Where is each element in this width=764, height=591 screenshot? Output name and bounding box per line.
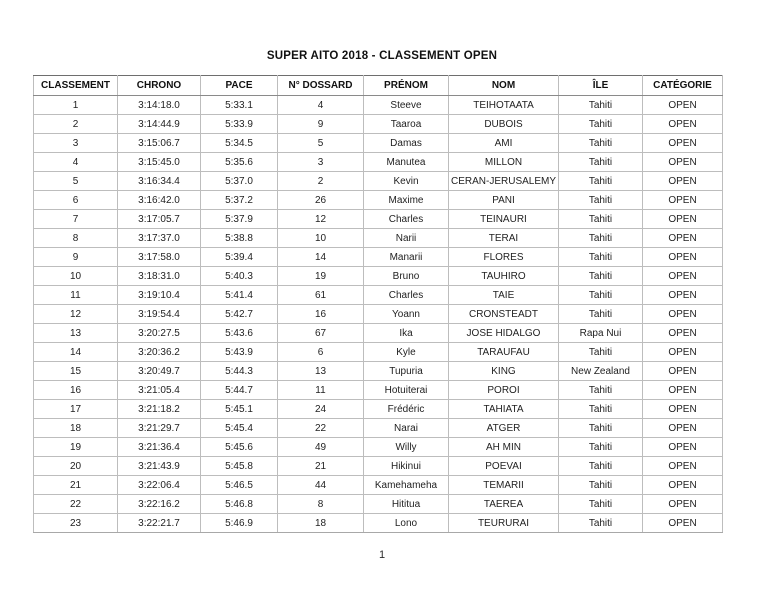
cell-ile: Tahiti (559, 210, 643, 229)
cell-chrono: 3:14:44.9 (118, 115, 201, 134)
cell-pace: 5:45.4 (201, 419, 278, 438)
cell-classement: 11 (34, 286, 118, 305)
cell-prenom: Taaroa (364, 115, 449, 134)
cell-categorie: OPEN (643, 400, 723, 419)
cell-nom: TEURURAI (449, 514, 559, 533)
cell-chrono: 3:17:05.7 (118, 210, 201, 229)
table-row (34, 324, 723, 343)
table-row (34, 419, 723, 438)
cell-ile: Tahiti (559, 248, 643, 267)
cell-dossard: 12 (278, 210, 364, 229)
cell-prenom: Ika (364, 324, 449, 343)
cell-classement: 13 (34, 324, 118, 343)
cell-prenom: Kyle (364, 343, 449, 362)
cell-nom: TEMARII (449, 476, 559, 495)
column-header-categorie: CATÉGORIE (643, 76, 723, 96)
cell-pace: 5:34.5 (201, 134, 278, 153)
cell-dossard: 13 (278, 362, 364, 381)
cell-pace: 5:44.3 (201, 362, 278, 381)
cell-pace: 5:43.6 (201, 324, 278, 343)
cell-classement: 9 (34, 248, 118, 267)
cell-pace: 5:45.8 (201, 457, 278, 476)
cell-nom: CERAN-JERUSALEMY (449, 172, 559, 191)
cell-categorie: OPEN (643, 495, 723, 514)
cell-ile: Tahiti (559, 381, 643, 400)
cell-prenom: Maxime (364, 191, 449, 210)
cell-classement: 22 (34, 495, 118, 514)
cell-classement: 1 (34, 96, 118, 115)
cell-ile: Tahiti (559, 115, 643, 134)
cell-dossard: 19 (278, 267, 364, 286)
cell-pace: 5:45.1 (201, 400, 278, 419)
cell-pace: 5:37.0 (201, 172, 278, 191)
results-table-body (34, 96, 723, 533)
cell-nom: MILLON (449, 153, 559, 172)
cell-classement: 17 (34, 400, 118, 419)
cell-categorie: OPEN (643, 134, 723, 153)
cell-prenom: Bruno (364, 267, 449, 286)
table-row (34, 229, 723, 248)
cell-chrono: 3:17:58.0 (118, 248, 201, 267)
cell-classement: 2 (34, 115, 118, 134)
cell-nom: TARAUFAU (449, 343, 559, 362)
cell-nom: AMI (449, 134, 559, 153)
cell-dossard: 24 (278, 400, 364, 419)
column-header-pace: PACE (201, 76, 278, 96)
cell-ile: Tahiti (559, 343, 643, 362)
cell-categorie: OPEN (643, 381, 723, 400)
cell-dossard: 14 (278, 248, 364, 267)
table-row (34, 305, 723, 324)
cell-classement: 3 (34, 134, 118, 153)
cell-prenom: Kevin (364, 172, 449, 191)
cell-prenom: Hotuiterai (364, 381, 449, 400)
cell-prenom: Hikinui (364, 457, 449, 476)
cell-chrono: 3:17:37.0 (118, 229, 201, 248)
cell-prenom: Hititua (364, 495, 449, 514)
cell-categorie: OPEN (643, 362, 723, 381)
cell-chrono: 3:22:06.4 (118, 476, 201, 495)
cell-dossard: 49 (278, 438, 364, 457)
table-row (34, 514, 723, 533)
cell-prenom: Narai (364, 419, 449, 438)
cell-classement: 7 (34, 210, 118, 229)
table-row (34, 457, 723, 476)
header-row (34, 76, 723, 96)
cell-ile: Tahiti (559, 495, 643, 514)
table-row (34, 134, 723, 153)
cell-classement: 21 (34, 476, 118, 495)
cell-chrono: 3:21:36.4 (118, 438, 201, 457)
cell-pace: 5:42.7 (201, 305, 278, 324)
cell-nom: TEIHOTAATA (449, 96, 559, 115)
cell-pace: 5:46.9 (201, 514, 278, 533)
cell-classement: 14 (34, 343, 118, 362)
cell-categorie: OPEN (643, 248, 723, 267)
cell-classement: 12 (34, 305, 118, 324)
cell-dossard: 44 (278, 476, 364, 495)
cell-ile: Tahiti (559, 305, 643, 324)
column-header-ile: ÎLE (559, 76, 643, 96)
cell-prenom: Charles (364, 210, 449, 229)
cell-pace: 5:45.6 (201, 438, 278, 457)
table-row (34, 343, 723, 362)
cell-chrono: 3:20:27.5 (118, 324, 201, 343)
table-row (34, 96, 723, 115)
cell-nom: JOSE HIDALGO (449, 324, 559, 343)
cell-pace: 5:33.1 (201, 96, 278, 115)
cell-nom: TAIE (449, 286, 559, 305)
cell-ile: Tahiti (559, 134, 643, 153)
table-row (34, 495, 723, 514)
cell-categorie: OPEN (643, 267, 723, 286)
cell-prenom: Charles (364, 286, 449, 305)
column-header-chrono: CHRONO (118, 76, 201, 96)
cell-nom: PANI (449, 191, 559, 210)
cell-nom: DUBOIS (449, 115, 559, 134)
cell-chrono: 3:22:16.2 (118, 495, 201, 514)
table-row (34, 286, 723, 305)
cell-prenom: Frédéric (364, 400, 449, 419)
column-header-prenom: PRÉNOM (364, 76, 449, 96)
cell-categorie: OPEN (643, 438, 723, 457)
table-row (34, 172, 723, 191)
cell-chrono: 3:16:42.0 (118, 191, 201, 210)
cell-categorie: OPEN (643, 324, 723, 343)
cell-classement: 16 (34, 381, 118, 400)
cell-ile: Tahiti (559, 286, 643, 305)
cell-ile: Tahiti (559, 172, 643, 191)
column-header-nom: NOM (449, 76, 559, 96)
cell-classement: 6 (34, 191, 118, 210)
cell-pace: 5:35.6 (201, 153, 278, 172)
cell-dossard: 26 (278, 191, 364, 210)
cell-categorie: OPEN (643, 229, 723, 248)
column-header-classement: CLASSEMENT (34, 76, 118, 96)
cell-nom: TAUHIRO (449, 267, 559, 286)
table-row (34, 438, 723, 457)
cell-dossard: 6 (278, 343, 364, 362)
column-header-dossard: N° DOSSARD (278, 76, 364, 96)
cell-ile: Tahiti (559, 96, 643, 115)
cell-categorie: OPEN (643, 153, 723, 172)
cell-chrono: 3:14:18.0 (118, 96, 201, 115)
cell-classement: 18 (34, 419, 118, 438)
cell-chrono: 3:21:29.7 (118, 419, 201, 438)
cell-classement: 4 (34, 153, 118, 172)
cell-dossard: 5 (278, 134, 364, 153)
cell-dossard: 21 (278, 457, 364, 476)
cell-classement: 10 (34, 267, 118, 286)
cell-pace: 5:41.4 (201, 286, 278, 305)
page-title: SUPER AITO 2018 - CLASSEMENT OPEN (266, 50, 498, 62)
cell-prenom: Lono (364, 514, 449, 533)
page-number: 1 (378, 549, 386, 561)
cell-prenom: Steeve (364, 96, 449, 115)
table-row (34, 400, 723, 419)
table-row (34, 381, 723, 400)
results-table (33, 75, 723, 533)
cell-categorie: OPEN (643, 514, 723, 533)
cell-nom: TEINAURI (449, 210, 559, 229)
cell-ile: Tahiti (559, 400, 643, 419)
cell-chrono: 3:15:06.7 (118, 134, 201, 153)
cell-ile: Tahiti (559, 514, 643, 533)
cell-categorie: OPEN (643, 419, 723, 438)
cell-nom: TAEREA (449, 495, 559, 514)
cell-classement: 23 (34, 514, 118, 533)
cell-prenom: Manarii (364, 248, 449, 267)
cell-nom: TAHIATA (449, 400, 559, 419)
table-row (34, 476, 723, 495)
cell-dossard: 8 (278, 495, 364, 514)
cell-nom: ATGER (449, 419, 559, 438)
cell-chrono: 3:16:34.4 (118, 172, 201, 191)
cell-classement: 5 (34, 172, 118, 191)
cell-chrono: 3:22:21.7 (118, 514, 201, 533)
cell-dossard: 61 (278, 286, 364, 305)
cell-ile: Tahiti (559, 153, 643, 172)
table-row (34, 210, 723, 229)
cell-prenom: Kamehameha (364, 476, 449, 495)
cell-ile: Tahiti (559, 267, 643, 286)
cell-ile: Tahiti (559, 191, 643, 210)
cell-categorie: OPEN (643, 476, 723, 495)
cell-dossard: 67 (278, 324, 364, 343)
cell-chrono: 3:18:31.0 (118, 267, 201, 286)
cell-nom: POEVAI (449, 457, 559, 476)
cell-pace: 5:33.9 (201, 115, 278, 134)
cell-categorie: OPEN (643, 172, 723, 191)
cell-nom: FLORES (449, 248, 559, 267)
cell-nom: POROI (449, 381, 559, 400)
cell-chrono: 3:20:49.7 (118, 362, 201, 381)
cell-pace: 5:37.2 (201, 191, 278, 210)
cell-chrono: 3:21:05.4 (118, 381, 201, 400)
cell-ile: Tahiti (559, 438, 643, 457)
cell-nom: KING (449, 362, 559, 381)
table-row (34, 153, 723, 172)
cell-prenom: Tupuria (364, 362, 449, 381)
table-row (34, 191, 723, 210)
cell-dossard: 11 (278, 381, 364, 400)
cell-classement: 15 (34, 362, 118, 381)
cell-dossard: 3 (278, 153, 364, 172)
cell-classement: 8 (34, 229, 118, 248)
cell-ile: Tahiti (559, 476, 643, 495)
table-row (34, 115, 723, 134)
cell-ile: Tahiti (559, 419, 643, 438)
cell-ile: Tahiti (559, 457, 643, 476)
cell-pace: 5:44.7 (201, 381, 278, 400)
cell-chrono: 3:15:45.0 (118, 153, 201, 172)
cell-pace: 5:38.8 (201, 229, 278, 248)
cell-categorie: OPEN (643, 115, 723, 134)
cell-categorie: OPEN (643, 286, 723, 305)
table-row (34, 248, 723, 267)
cell-prenom: Yoann (364, 305, 449, 324)
cell-nom: CRONSTEADT (449, 305, 559, 324)
cell-pace: 5:37.9 (201, 210, 278, 229)
cell-prenom: Willy (364, 438, 449, 457)
results-table-head (34, 76, 723, 96)
cell-categorie: OPEN (643, 210, 723, 229)
cell-pace: 5:40.3 (201, 267, 278, 286)
table-row (34, 362, 723, 381)
cell-pace: 5:39.4 (201, 248, 278, 267)
cell-categorie: OPEN (643, 457, 723, 476)
cell-prenom: Damas (364, 134, 449, 153)
cell-categorie: OPEN (643, 191, 723, 210)
cell-ile: Rapa Nui (559, 324, 643, 343)
table-row (34, 267, 723, 286)
cell-dossard: 22 (278, 419, 364, 438)
cell-chrono: 3:19:10.4 (118, 286, 201, 305)
cell-dossard: 2 (278, 172, 364, 191)
cell-chrono: 3:21:43.9 (118, 457, 201, 476)
cell-chrono: 3:19:54.4 (118, 305, 201, 324)
cell-dossard: 16 (278, 305, 364, 324)
cell-dossard: 4 (278, 96, 364, 115)
cell-dossard: 9 (278, 115, 364, 134)
cell-prenom: Narii (364, 229, 449, 248)
cell-nom: TERAI (449, 229, 559, 248)
cell-prenom: Manutea (364, 153, 449, 172)
cell-pace: 5:46.5 (201, 476, 278, 495)
cell-pace: 5:46.8 (201, 495, 278, 514)
cell-ile: New Zealand (559, 362, 643, 381)
cell-dossard: 10 (278, 229, 364, 248)
cell-chrono: 3:21:18.2 (118, 400, 201, 419)
cell-pace: 5:43.9 (201, 343, 278, 362)
cell-chrono: 3:20:36.2 (118, 343, 201, 362)
cell-categorie: OPEN (643, 96, 723, 115)
cell-categorie: OPEN (643, 305, 723, 324)
cell-classement: 19 (34, 438, 118, 457)
cell-nom: AH MIN (449, 438, 559, 457)
cell-dossard: 18 (278, 514, 364, 533)
cell-classement: 20 (34, 457, 118, 476)
cell-categorie: OPEN (643, 343, 723, 362)
cell-ile: Tahiti (559, 229, 643, 248)
